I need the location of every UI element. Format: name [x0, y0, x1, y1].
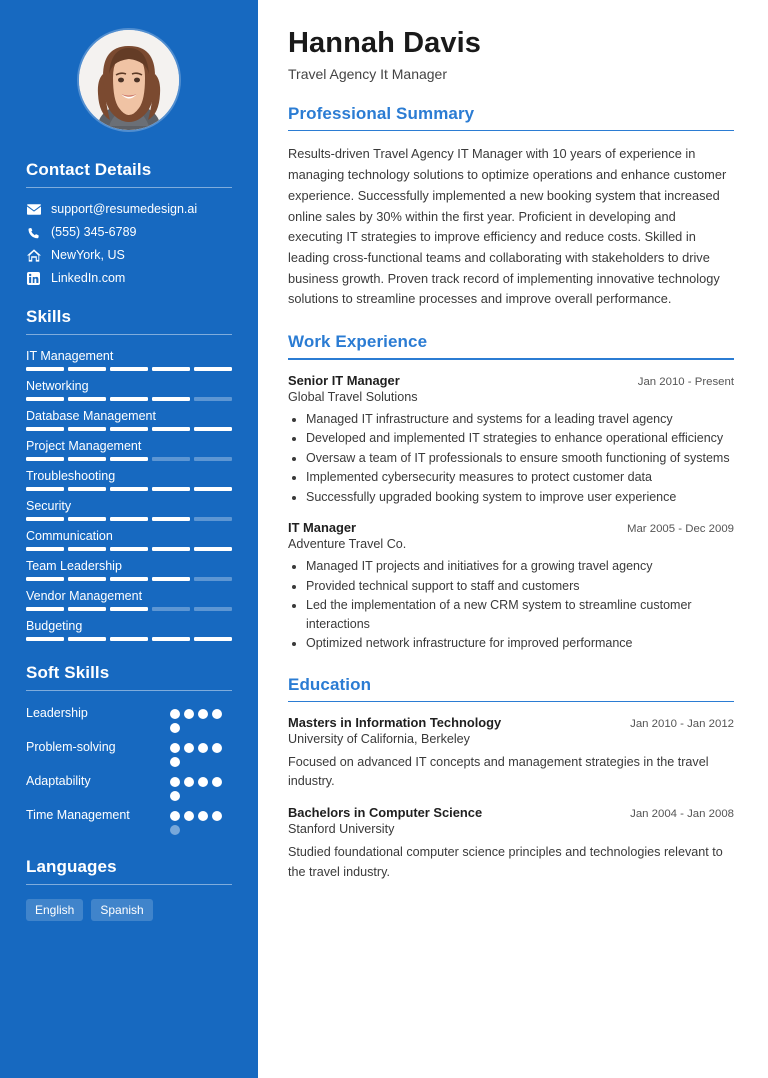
work-experience-heading: Work Experience [288, 332, 428, 352]
education-entry-description: Studied foundational computer science principles and technologies relevant to the travel industry. [288, 845, 723, 879]
skill-bar-segment [68, 457, 106, 461]
rating-dot [212, 743, 222, 753]
skill-bar-segment [68, 367, 106, 371]
contact-item-linkedin[interactable] [26, 271, 232, 285]
soft-skill-item [26, 807, 232, 835]
work-experience-list [288, 373, 734, 653]
skill-bar-segment [26, 487, 64, 491]
contact-item-location[interactable] [26, 248, 232, 262]
skill-bar [26, 397, 232, 401]
education-entry-degree: Masters in Information Technology [288, 715, 502, 731]
work-entry [288, 373, 734, 507]
education-list [288, 715, 734, 882]
skill-bar-segment [26, 607, 64, 611]
skill-label: Communication [26, 529, 113, 543]
skill-bar-segment [26, 637, 64, 641]
envelope-icon [26, 204, 41, 215]
skill-label: Database Management [26, 409, 156, 423]
soft-skills-heading: Soft Skills [26, 663, 110, 682]
contact-email-text: support@resumedesign.ai [51, 202, 198, 216]
work-entry-title: Senior IT Manager [288, 372, 400, 388]
work-entry-bullets [306, 557, 734, 653]
skill-bar-segment [68, 487, 106, 491]
work-bullet: • Managed IT projects and initiatives for a growing travel agency [306, 557, 734, 576]
rating-dot [198, 743, 208, 753]
education-entry-school: Stanford University [288, 822, 395, 837]
language-chip: English [26, 899, 83, 921]
rating-dot [184, 777, 194, 787]
work-entry-title: IT Manager [288, 520, 357, 536]
work-bullet: • Successfully upgraded booking system to improve user experience [306, 488, 734, 507]
skill-bar [26, 577, 232, 581]
skills-divider [26, 334, 232, 335]
work-bullet: • Developed and implemented IT strategies to enhance operational efficiency [306, 429, 734, 448]
contact-location-text: NewYork, US [51, 248, 125, 262]
skill-bar-segment [68, 637, 106, 641]
work-entry-header [288, 373, 734, 388]
soft-skill-rating [170, 739, 232, 767]
soft-skill-label: Leadership [26, 706, 88, 720]
languages-section [26, 857, 232, 921]
soft-skill-label: Adaptability [26, 774, 91, 788]
skill-item [26, 349, 232, 371]
skill-bar-segment [194, 367, 232, 371]
rating-dot [198, 811, 208, 821]
skill-item [26, 439, 232, 461]
phone-icon [26, 226, 41, 239]
education-entry-degree: Bachelors in Computer Science [288, 805, 483, 821]
skill-bar-segment [68, 427, 106, 431]
avatar-wrapper [26, 30, 232, 130]
rating-dot [212, 777, 222, 787]
skill-bar-segment [110, 457, 148, 461]
skill-bar-segment [194, 427, 232, 431]
avatar-photo [79, 30, 179, 130]
work-entry-company: Global Travel Solutions [288, 389, 418, 404]
work-entry-company: Adventure Travel Co. [288, 537, 407, 552]
skill-bar-segment [194, 577, 232, 581]
contact-phone-text: (555) 345-6789 [51, 225, 137, 239]
skill-item [26, 379, 232, 401]
skill-label: Vendor Management [26, 589, 143, 603]
languages-heading: Languages [26, 857, 117, 876]
languages-list [26, 899, 232, 921]
work-bullet: • Oversaw a team of IT professionals to ensure smooth functioning of systems [306, 449, 734, 468]
education-divider [288, 701, 734, 703]
skill-label: Project Management [26, 439, 142, 453]
education-heading: Education [288, 674, 372, 694]
contact-item-email[interactable] [26, 202, 232, 216]
rating-dot [212, 709, 222, 719]
skill-bar-segment [152, 547, 190, 551]
education-entry-date: Jan 2004 - Jan 2008 [630, 808, 734, 821]
work-bullet: • Managed IT infrastructure and systems for a leading travel agency [306, 410, 734, 429]
soft-skill-rating [170, 807, 232, 835]
skill-item [26, 499, 232, 521]
work-entry-date: Jan 2010 - Present [637, 375, 734, 388]
skill-bar-segment [110, 577, 148, 581]
skill-label: Security [26, 499, 72, 513]
skill-label: Team Leadership [26, 559, 122, 573]
skill-bar-segment [152, 367, 190, 371]
skill-bar-segment [194, 637, 232, 641]
skill-item [26, 529, 232, 551]
skill-bar-segment [68, 517, 106, 521]
skill-bar-segment [68, 397, 106, 401]
education-entry [288, 715, 734, 791]
skill-bar-segment [110, 367, 148, 371]
skill-bar-segment [26, 367, 64, 371]
sidebar [0, 0, 258, 1078]
main-content [258, 0, 768, 1078]
education-entry-date: Jan 2010 - Jan 2012 [630, 718, 734, 731]
rating-dot [198, 709, 208, 719]
rating-dot [184, 709, 194, 719]
work-experience-section [288, 332, 734, 653]
rating-dot [170, 825, 180, 835]
work-entry [288, 520, 734, 653]
contact-divider [26, 187, 232, 188]
education-entry-school: University of California, Berkeley [288, 732, 470, 747]
skill-bar-segment [26, 577, 64, 581]
skill-bar-segment [152, 397, 190, 401]
skill-bar-segment [152, 607, 190, 611]
skill-bar-segment [194, 487, 232, 491]
skills-list [26, 349, 232, 641]
skill-bar-segment [152, 487, 190, 491]
contact-item-phone[interactable] [26, 225, 232, 239]
skill-bar-segment [194, 397, 232, 401]
skill-bar-segment [152, 577, 190, 581]
work-bullet: • Implemented cybersecurity measures to protect customer data [306, 468, 734, 487]
work-experience-divider [288, 358, 734, 360]
skill-bar-segment [68, 577, 106, 581]
linkedin-icon [26, 272, 41, 285]
page-title: Hannah Davis [288, 27, 481, 59]
skill-label: IT Management [26, 349, 114, 363]
skill-bar-segment [110, 517, 148, 521]
skill-item [26, 589, 232, 611]
skill-bar-segment [26, 457, 64, 461]
soft-skill-label: Problem-solving [26, 740, 116, 754]
soft-skill-item [26, 773, 232, 801]
skill-bar-segment [110, 547, 148, 551]
language-chip: Spanish [91, 899, 152, 921]
skill-bar [26, 427, 232, 431]
skill-bar-segment [110, 487, 148, 491]
work-entry-date: Mar 2005 - Dec 2009 [626, 523, 734, 536]
rating-dot [170, 777, 180, 787]
education-entry-header [288, 805, 734, 820]
skill-bar-segment [194, 547, 232, 551]
skill-bar-segment [152, 517, 190, 521]
skill-item [26, 619, 232, 641]
skills-heading: Skills [26, 307, 72, 326]
skill-bar-segment [152, 427, 190, 431]
rating-dot [184, 743, 194, 753]
professional-summary-text: Results-driven Travel Agency IT Manager with 10 years of experience in managing technology solutions to optimize operations and enhance customer experience. Successfully implemented a new booking system that increased online sales by 30% within the first year. Proficient in developing and executing IT strategies to improve efficiency and reduce costs. Skilled in leading cross-functional teams and collaborating with stakeholders to drive business growth. Proven track record of implementing innovative technology solutions to streamline processes and improve overall performance. [288, 146, 727, 307]
skill-label: Budgeting [26, 619, 83, 633]
home-icon [26, 249, 41, 262]
work-entry-header [288, 520, 734, 535]
soft-skills-divider [26, 690, 232, 691]
work-bullet: • Optimized network infrastructure for improved performance [306, 634, 734, 653]
education-entry-description: Focused on advanced IT concepts and management strategies in the travel industry. [288, 755, 709, 789]
skill-bar-segment [110, 427, 148, 431]
rating-dot [184, 811, 194, 821]
skill-bar [26, 367, 232, 371]
education-entry [288, 805, 734, 881]
rating-dot [170, 791, 180, 801]
rating-dot [170, 723, 180, 733]
skill-bar-segment [194, 607, 232, 611]
soft-skill-label: Time Management [26, 808, 130, 822]
professional-summary-heading: Professional Summary [288, 103, 475, 123]
skill-bar-segment [68, 547, 106, 551]
work-bullet: • Provided technical support to staff and customers [306, 577, 734, 596]
skill-item [26, 469, 232, 491]
skill-label: Troubleshooting [26, 469, 116, 483]
soft-skill-item [26, 739, 232, 767]
skill-bar-segment [110, 637, 148, 641]
skill-bar [26, 637, 232, 641]
skill-label: Networking [26, 379, 89, 393]
contact-list [26, 202, 232, 285]
soft-skill-rating [170, 705, 232, 733]
soft-skill-item [26, 705, 232, 733]
soft-skill-rating [170, 773, 232, 801]
rating-dot [212, 811, 222, 821]
languages-divider [26, 884, 232, 885]
rating-dot [170, 811, 180, 821]
contact-section [26, 160, 232, 285]
skill-bar-segment [110, 397, 148, 401]
education-entry-header [288, 715, 734, 730]
rating-dot [170, 709, 180, 719]
contact-linkedin-text: LinkedIn.com [51, 271, 126, 285]
soft-skills-section [26, 663, 232, 835]
skill-bar [26, 517, 232, 521]
education-section [288, 675, 734, 882]
professional-summary-section [288, 104, 734, 310]
skill-bar-segment [68, 607, 106, 611]
skill-bar-segment [26, 517, 64, 521]
rating-dot [170, 743, 180, 753]
rating-dot [198, 777, 208, 787]
skill-bar-segment [26, 427, 64, 431]
skill-bar [26, 487, 232, 491]
skill-bar [26, 547, 232, 551]
skills-section [26, 307, 232, 641]
job-role-subtitle: Travel Agency It Manager [288, 65, 448, 82]
professional-summary-divider [288, 130, 734, 132]
skill-bar [26, 457, 232, 461]
skill-bar-segment [152, 457, 190, 461]
skill-item [26, 409, 232, 431]
skill-bar-segment [26, 547, 64, 551]
contact-heading: Contact Details [26, 160, 152, 179]
avatar [79, 30, 179, 130]
rating-dot [170, 757, 180, 767]
skill-bar-segment [152, 637, 190, 641]
skill-bar-segment [26, 397, 64, 401]
soft-skills-list [26, 705, 232, 835]
skill-bar [26, 607, 232, 611]
skill-bar-segment [110, 607, 148, 611]
work-entry-bullets [306, 410, 734, 507]
skill-bar-segment [194, 517, 232, 521]
skill-bar-segment [194, 457, 232, 461]
work-bullet: • Led the implementation of a new CRM system to streamline customer interactions [306, 596, 734, 633]
skill-item [26, 559, 232, 581]
